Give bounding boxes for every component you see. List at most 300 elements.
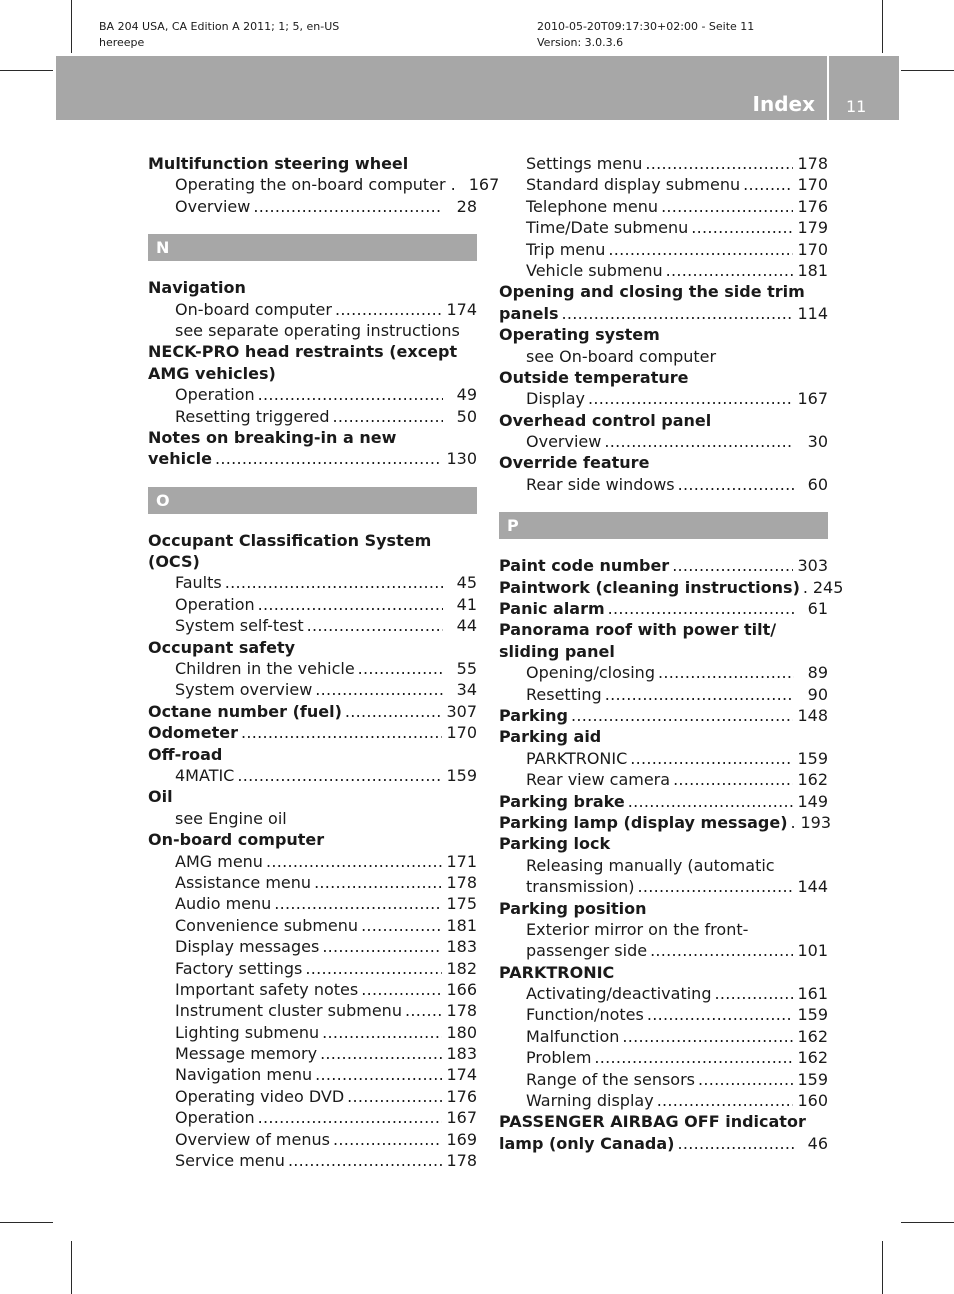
page-reference: 183 [446, 1044, 477, 1064]
index-subentry [148, 979, 477, 1000]
crop-mark [901, 1222, 954, 1223]
index-entry-text: Parking [499, 705, 568, 725]
index-subentry [499, 217, 828, 238]
dot-leader [237, 765, 442, 786]
dot-leader [345, 701, 443, 722]
index-entry [499, 367, 828, 388]
index-subentry [148, 1150, 477, 1171]
page-reference: 181 [797, 260, 828, 280]
dot-leader [650, 940, 793, 961]
index-entry [499, 898, 828, 919]
index-entry-text: Opening/closing [526, 663, 655, 683]
crop-mark [882, 1241, 883, 1294]
print-meta-timestamp: 2010-05-20T09:17:30+02:00 - Seite 11 [537, 20, 755, 33]
dot-leader [628, 791, 794, 812]
index-entry-text: Message memory [175, 1044, 318, 1064]
index-entry-text: Resetting triggered [175, 406, 330, 426]
dot-leader [645, 153, 793, 174]
dot-leader [405, 1000, 442, 1021]
index-entry-text: Parking position [499, 898, 647, 918]
dot-leader [266, 851, 443, 872]
index-subentry [148, 851, 477, 872]
page-reference: 160 [797, 1091, 828, 1111]
index-entry-text: Settings menu [526, 154, 643, 173]
index-entry-text: Opening and closing the side trim [499, 282, 805, 302]
index-entry-text: System self-test [175, 616, 304, 636]
page-number: 11 [846, 97, 867, 116]
index-entry [499, 619, 828, 640]
page-reference: 182 [446, 958, 477, 978]
page-reference: 178 [446, 1001, 477, 1021]
page-reference: 193 [800, 812, 832, 832]
index-entry-text: Instrument cluster submenu [175, 1001, 402, 1021]
section-letter-header: N [148, 234, 477, 261]
page-reference: 176 [446, 1086, 477, 1106]
index-entry-text: sliding panel [499, 641, 615, 661]
index-entry [499, 641, 828, 662]
index-entry [148, 701, 477, 722]
dot-leader [322, 1022, 442, 1043]
index-subentry [499, 431, 828, 452]
dot-leader [604, 431, 794, 452]
page-reference: 49 [456, 385, 477, 405]
page-reference: 45 [456, 573, 477, 593]
dot-leader [605, 684, 794, 705]
index-subentry [148, 406, 477, 427]
index-subentry [148, 594, 477, 615]
print-meta-version: Version: 3.0.3.6 [537, 36, 624, 49]
index-subentry [148, 299, 477, 320]
dot-leader [358, 658, 443, 679]
index-subentry [499, 876, 828, 897]
print-meta-right [537, 19, 754, 51]
crop-mark [901, 70, 954, 71]
page-reference: 167 [468, 175, 500, 195]
index-entry-text: Overview of menus [175, 1129, 330, 1149]
dot-leader [258, 594, 443, 615]
dot-leader [315, 679, 443, 700]
page-reference: 303 [797, 556, 828, 576]
index-entry [499, 555, 828, 576]
index-entry-text: Service menu [175, 1151, 285, 1171]
index-entry [499, 812, 832, 833]
index-entry [148, 722, 477, 743]
crop-mark [71, 0, 72, 53]
index-subentry [499, 919, 828, 940]
index-entry-text: Function/notes [526, 1005, 644, 1025]
index-entry [148, 427, 477, 448]
header-divider [827, 56, 829, 120]
index-entry-text: Assistance menu [175, 872, 312, 892]
index-subentry [148, 1107, 477, 1128]
index-entry-text: panels [499, 303, 559, 323]
index-entry-text: On-board computer [148, 830, 325, 850]
dot-leader [588, 388, 793, 409]
index-entry-text: 4MATIC [175, 765, 235, 785]
index-entry-text: Off-road [148, 744, 223, 764]
print-meta-author: hereepe [99, 36, 145, 49]
page-reference: 166 [446, 979, 477, 999]
dot-leader [215, 448, 442, 469]
index-entry-text: Exterior mirror on the front- [526, 919, 749, 939]
index-entry-text: Parking aid [499, 727, 602, 747]
index-subentry [499, 474, 828, 495]
index-subentry [148, 936, 477, 957]
index-entry-text: Overview [175, 196, 251, 216]
index-subentry [499, 1004, 828, 1025]
index-column-left [148, 153, 500, 1171]
index-entry [499, 705, 828, 726]
dot-leader [305, 958, 442, 979]
dot-leader [608, 598, 794, 619]
index-subentry [499, 174, 828, 195]
index-entry [148, 341, 477, 362]
index-entry-text: Occupant safety [148, 637, 296, 657]
index-entry-text: Parking lamp (display message) [499, 812, 788, 832]
page-reference: 28 [456, 196, 477, 216]
dot-leader [315, 1064, 442, 1085]
page-reference: 307 [446, 701, 477, 721]
dot-leader [677, 1133, 794, 1154]
index-subentry [148, 615, 477, 636]
index-entry-text: Trip menu [526, 239, 606, 259]
page-reference: 144 [797, 877, 828, 897]
page-reference: 90 [807, 684, 828, 704]
index-entry-text: Paintwork (cleaning instructions) [499, 577, 800, 597]
page-reference: 161 [797, 984, 828, 1004]
dot-leader [698, 1069, 793, 1090]
index-entry [499, 324, 828, 345]
index-entry-text: Factory settings [175, 958, 303, 978]
index-entry [148, 744, 477, 765]
page-reference: 162 [797, 1026, 828, 1046]
index-entry-text: Rear view camera [526, 770, 671, 790]
section-letter-header: P [499, 512, 828, 539]
index-subentry [499, 748, 828, 769]
index-subentry [499, 153, 828, 174]
index-entry-text: passenger side [526, 941, 648, 961]
page-reference: 181 [446, 915, 477, 935]
index-entry-text: Occupant Classification System [148, 530, 432, 550]
index-entry [499, 962, 828, 983]
index-entry-text: see separate operating instructions [175, 320, 460, 340]
index-subentry [148, 765, 477, 786]
page-reference: 170 [797, 239, 828, 259]
dot-leader [622, 1026, 793, 1047]
index-entry [148, 637, 477, 658]
index-entry-text: System overview [175, 680, 313, 700]
index-subentry [499, 196, 828, 217]
page-reference: 171 [446, 851, 477, 871]
index-entry-text: On-board computer [175, 299, 332, 319]
index-entry-text: Problem [526, 1048, 592, 1068]
page-reference: 46 [807, 1133, 828, 1153]
index-subentry [148, 384, 477, 405]
dot-leader [666, 260, 794, 281]
dot-leader [571, 705, 794, 726]
dot-leader [594, 1047, 793, 1068]
index-entry-text: Navigation menu [175, 1065, 313, 1085]
index-entry-text: Children in the vehicle [175, 659, 355, 679]
dot-leader [335, 299, 442, 320]
index-entry-text: PASSENGER AIRBAG OFF indicator [499, 1112, 806, 1132]
index-entry-text: AMG vehicles) [148, 363, 276, 383]
index-entry-text: Operating system [499, 325, 660, 345]
index-entry-text: Override feature [499, 453, 650, 473]
page-reference: 169 [446, 1129, 477, 1149]
index-entry [499, 1133, 828, 1154]
index-entry-text: NECK-PRO head restraints (except [148, 342, 458, 362]
dot-leader [320, 1043, 442, 1064]
index-entry-text: Operation [175, 385, 255, 405]
index-subentry [148, 174, 500, 195]
index-entry-text: Vehicle submenu [526, 260, 663, 280]
index-entry [148, 153, 477, 174]
dot-leader [657, 1090, 794, 1111]
index-entry [499, 410, 828, 431]
page-reference: 89 [807, 663, 828, 683]
index-subentry [499, 388, 828, 409]
index-subentry [148, 808, 477, 829]
index-entry [499, 281, 828, 302]
index-entry [499, 1111, 828, 1132]
index-subentry [148, 958, 477, 979]
dot-leader [225, 572, 443, 593]
index-entry [148, 829, 477, 850]
index-entry-text: Faults [175, 573, 222, 593]
index-subentry [148, 1022, 477, 1043]
index-entry-text: see On-board computer [526, 346, 717, 366]
dot-leader [322, 936, 442, 957]
index-entry-text: Octane number (fuel) [148, 701, 342, 721]
index-entry-text: Activating/deactivating [526, 984, 712, 1004]
index-entry-text: Multifunction steering wheel [148, 154, 409, 173]
page-reference: 174 [446, 1065, 477, 1085]
page-reference: 170 [446, 723, 477, 743]
index-entry-text: vehicle [148, 449, 212, 469]
index-entry-text: Operation [175, 594, 255, 614]
dot-leader [647, 1004, 794, 1025]
index-entry-text: Operating video DVD [175, 1086, 345, 1106]
page-reference: 159 [797, 748, 828, 768]
page-reference: 178 [446, 1151, 477, 1171]
page-reference: 159 [797, 1005, 828, 1025]
index-entry-text: Range of the sensors [526, 1069, 696, 1089]
index-subentry [499, 855, 828, 876]
index-subentry [148, 196, 477, 217]
page-reference: 167 [797, 389, 828, 409]
index-subentry [499, 662, 828, 683]
index-entry-text: Operating the on-board computer . [175, 175, 456, 195]
index-entry-text: (OCS) [148, 552, 200, 572]
print-meta-edition: BA 204 USA, CA Edition A 2011; 1; 5, en-US [99, 20, 340, 33]
index-entry [499, 791, 828, 812]
index-subentry [499, 983, 828, 1004]
page-reference: 178 [446, 872, 477, 892]
index-entry-text: Overhead control panel [499, 410, 712, 430]
dot-leader [672, 555, 793, 576]
page-reference: 178 [797, 154, 828, 173]
index-entry [148, 448, 477, 469]
dot-leader [658, 662, 794, 683]
page-reference: 159 [797, 1069, 828, 1089]
index-entry-text: see Engine oil [175, 808, 287, 828]
dot-leader [274, 893, 442, 914]
index-subentry [148, 872, 477, 893]
page-reference: 34 [456, 680, 477, 700]
page-reference: 41 [456, 594, 477, 614]
index-entry-text: Display [526, 389, 585, 409]
index-entry [499, 303, 828, 324]
page-title: Index [752, 92, 815, 116]
crop-mark [71, 1241, 72, 1294]
index-entry-text: Malfunction [526, 1026, 620, 1046]
index-subentry [148, 1064, 477, 1085]
index-subentry [148, 1086, 477, 1107]
page-reference: 30 [807, 432, 828, 452]
page-reference: 61 [807, 599, 828, 619]
page-reference: 245 [812, 577, 844, 597]
index-entry [499, 726, 828, 747]
dot-leader [630, 748, 793, 769]
page-reference: 114 [797, 303, 828, 323]
dot-leader [743, 174, 793, 195]
dot-leader [241, 722, 442, 743]
dot-leader [361, 979, 442, 1000]
index-subentry [499, 260, 828, 281]
index-entry-text: Rear side windows [526, 474, 675, 494]
index-entry-text: PARKTRONIC [499, 962, 615, 982]
index-entry [148, 530, 477, 551]
index-entry [499, 598, 828, 619]
page-reference: 162 [797, 1048, 828, 1068]
index-entry-text: Notes on breaking-in a new [148, 427, 397, 447]
index-subentry [148, 572, 477, 593]
index-entry-text: AMG menu [175, 851, 263, 871]
page-reference: 44 [456, 616, 477, 636]
index-entry-text: Time/Date submenu [526, 218, 689, 238]
dot-leader [791, 812, 797, 833]
index-subentry [148, 893, 477, 914]
page-reference: 179 [797, 218, 828, 238]
index-entry [148, 786, 477, 807]
dot-leader [288, 1150, 443, 1171]
page-reference: 183 [446, 937, 477, 957]
index-entry-text: Audio menu [175, 894, 272, 914]
index-subentry [148, 915, 477, 936]
index-entry-text: Paint code number [499, 556, 670, 576]
index-subentry [499, 1047, 828, 1068]
index-entry-text: Overview [526, 432, 602, 452]
dot-leader [608, 239, 793, 260]
index-subentry [148, 1000, 477, 1021]
index-entry [148, 363, 477, 384]
dot-leader [253, 196, 443, 217]
index-entry-text: PARKTRONIC [526, 748, 628, 768]
dot-leader [347, 1086, 442, 1107]
index-entry-text: Panic alarm [499, 599, 605, 619]
dot-leader [361, 915, 442, 936]
index-subentry [148, 1043, 477, 1064]
index-entry-text: Oil [148, 787, 173, 807]
index-subentry [499, 1069, 828, 1090]
index-entry-text: Operation [175, 1108, 255, 1128]
crop-mark [0, 1222, 53, 1223]
page-reference: 60 [807, 474, 828, 494]
index-subentry [499, 1090, 828, 1111]
index-entry [148, 277, 477, 298]
index-entry-text: Parking brake [499, 791, 625, 811]
index-entry-text: Outside temperature [499, 367, 689, 387]
page-header [56, 56, 899, 120]
index-entry-text: Telephone menu [526, 196, 659, 216]
page-reference: 50 [456, 406, 477, 426]
index-entry-text: Warning display [526, 1091, 654, 1111]
index-subentry [499, 346, 828, 367]
dot-leader [637, 876, 793, 897]
index-entry-text: Lighting submenu [175, 1022, 320, 1042]
index-entry-text: Panorama roof with power tilt/ [499, 620, 777, 640]
dot-leader [314, 872, 442, 893]
index-entry-text: Resetting [526, 684, 602, 704]
print-meta-left [99, 19, 339, 51]
index-entry [499, 452, 828, 473]
index-subentry [499, 239, 828, 260]
crop-mark [882, 0, 883, 53]
dot-leader [691, 217, 793, 238]
index-subentry [148, 320, 477, 341]
index-subentry [499, 1026, 828, 1047]
index-subentry [148, 658, 477, 679]
dot-leader [714, 983, 793, 1004]
index-entry-text: Standard display submenu [526, 175, 741, 195]
index-entry-text: lamp (only Canada) [499, 1133, 675, 1153]
dot-leader [562, 303, 794, 324]
index-entry [148, 551, 477, 572]
page-reference: 176 [797, 196, 828, 216]
dot-leader [333, 1129, 442, 1150]
page-reference: 159 [446, 765, 477, 785]
page-reference: 174 [446, 299, 477, 319]
index-column-right [499, 153, 844, 1154]
index-subentry [499, 940, 828, 961]
index-entry-text: Odometer [148, 723, 238, 743]
page-reference: 170 [797, 175, 828, 195]
page-reference: 101 [797, 941, 828, 961]
section-letter-header: O [148, 487, 477, 514]
index-entry-text: Important safety notes [175, 979, 359, 999]
index-subentry [148, 1129, 477, 1150]
index-entry-text: transmission) [526, 877, 635, 897]
page-reference: 149 [797, 791, 828, 811]
dot-leader [307, 615, 443, 636]
index-entry-text: Navigation [148, 278, 246, 298]
index-entry-text: Parking lock [499, 834, 611, 854]
dot-leader [673, 769, 793, 790]
page-reference: 148 [797, 705, 828, 725]
index-entry-text: Releasing manually (automatic [526, 855, 775, 875]
page-reference: 167 [446, 1108, 477, 1128]
dot-leader [332, 406, 443, 427]
dot-leader [678, 474, 794, 495]
index-entry-text: Convenience submenu [175, 915, 359, 935]
page-reference: 55 [456, 659, 477, 679]
page-reference: 162 [797, 770, 828, 790]
crop-mark [0, 70, 53, 71]
dot-leader [661, 196, 793, 217]
index-subentry [499, 684, 828, 705]
index-entry [499, 577, 844, 598]
